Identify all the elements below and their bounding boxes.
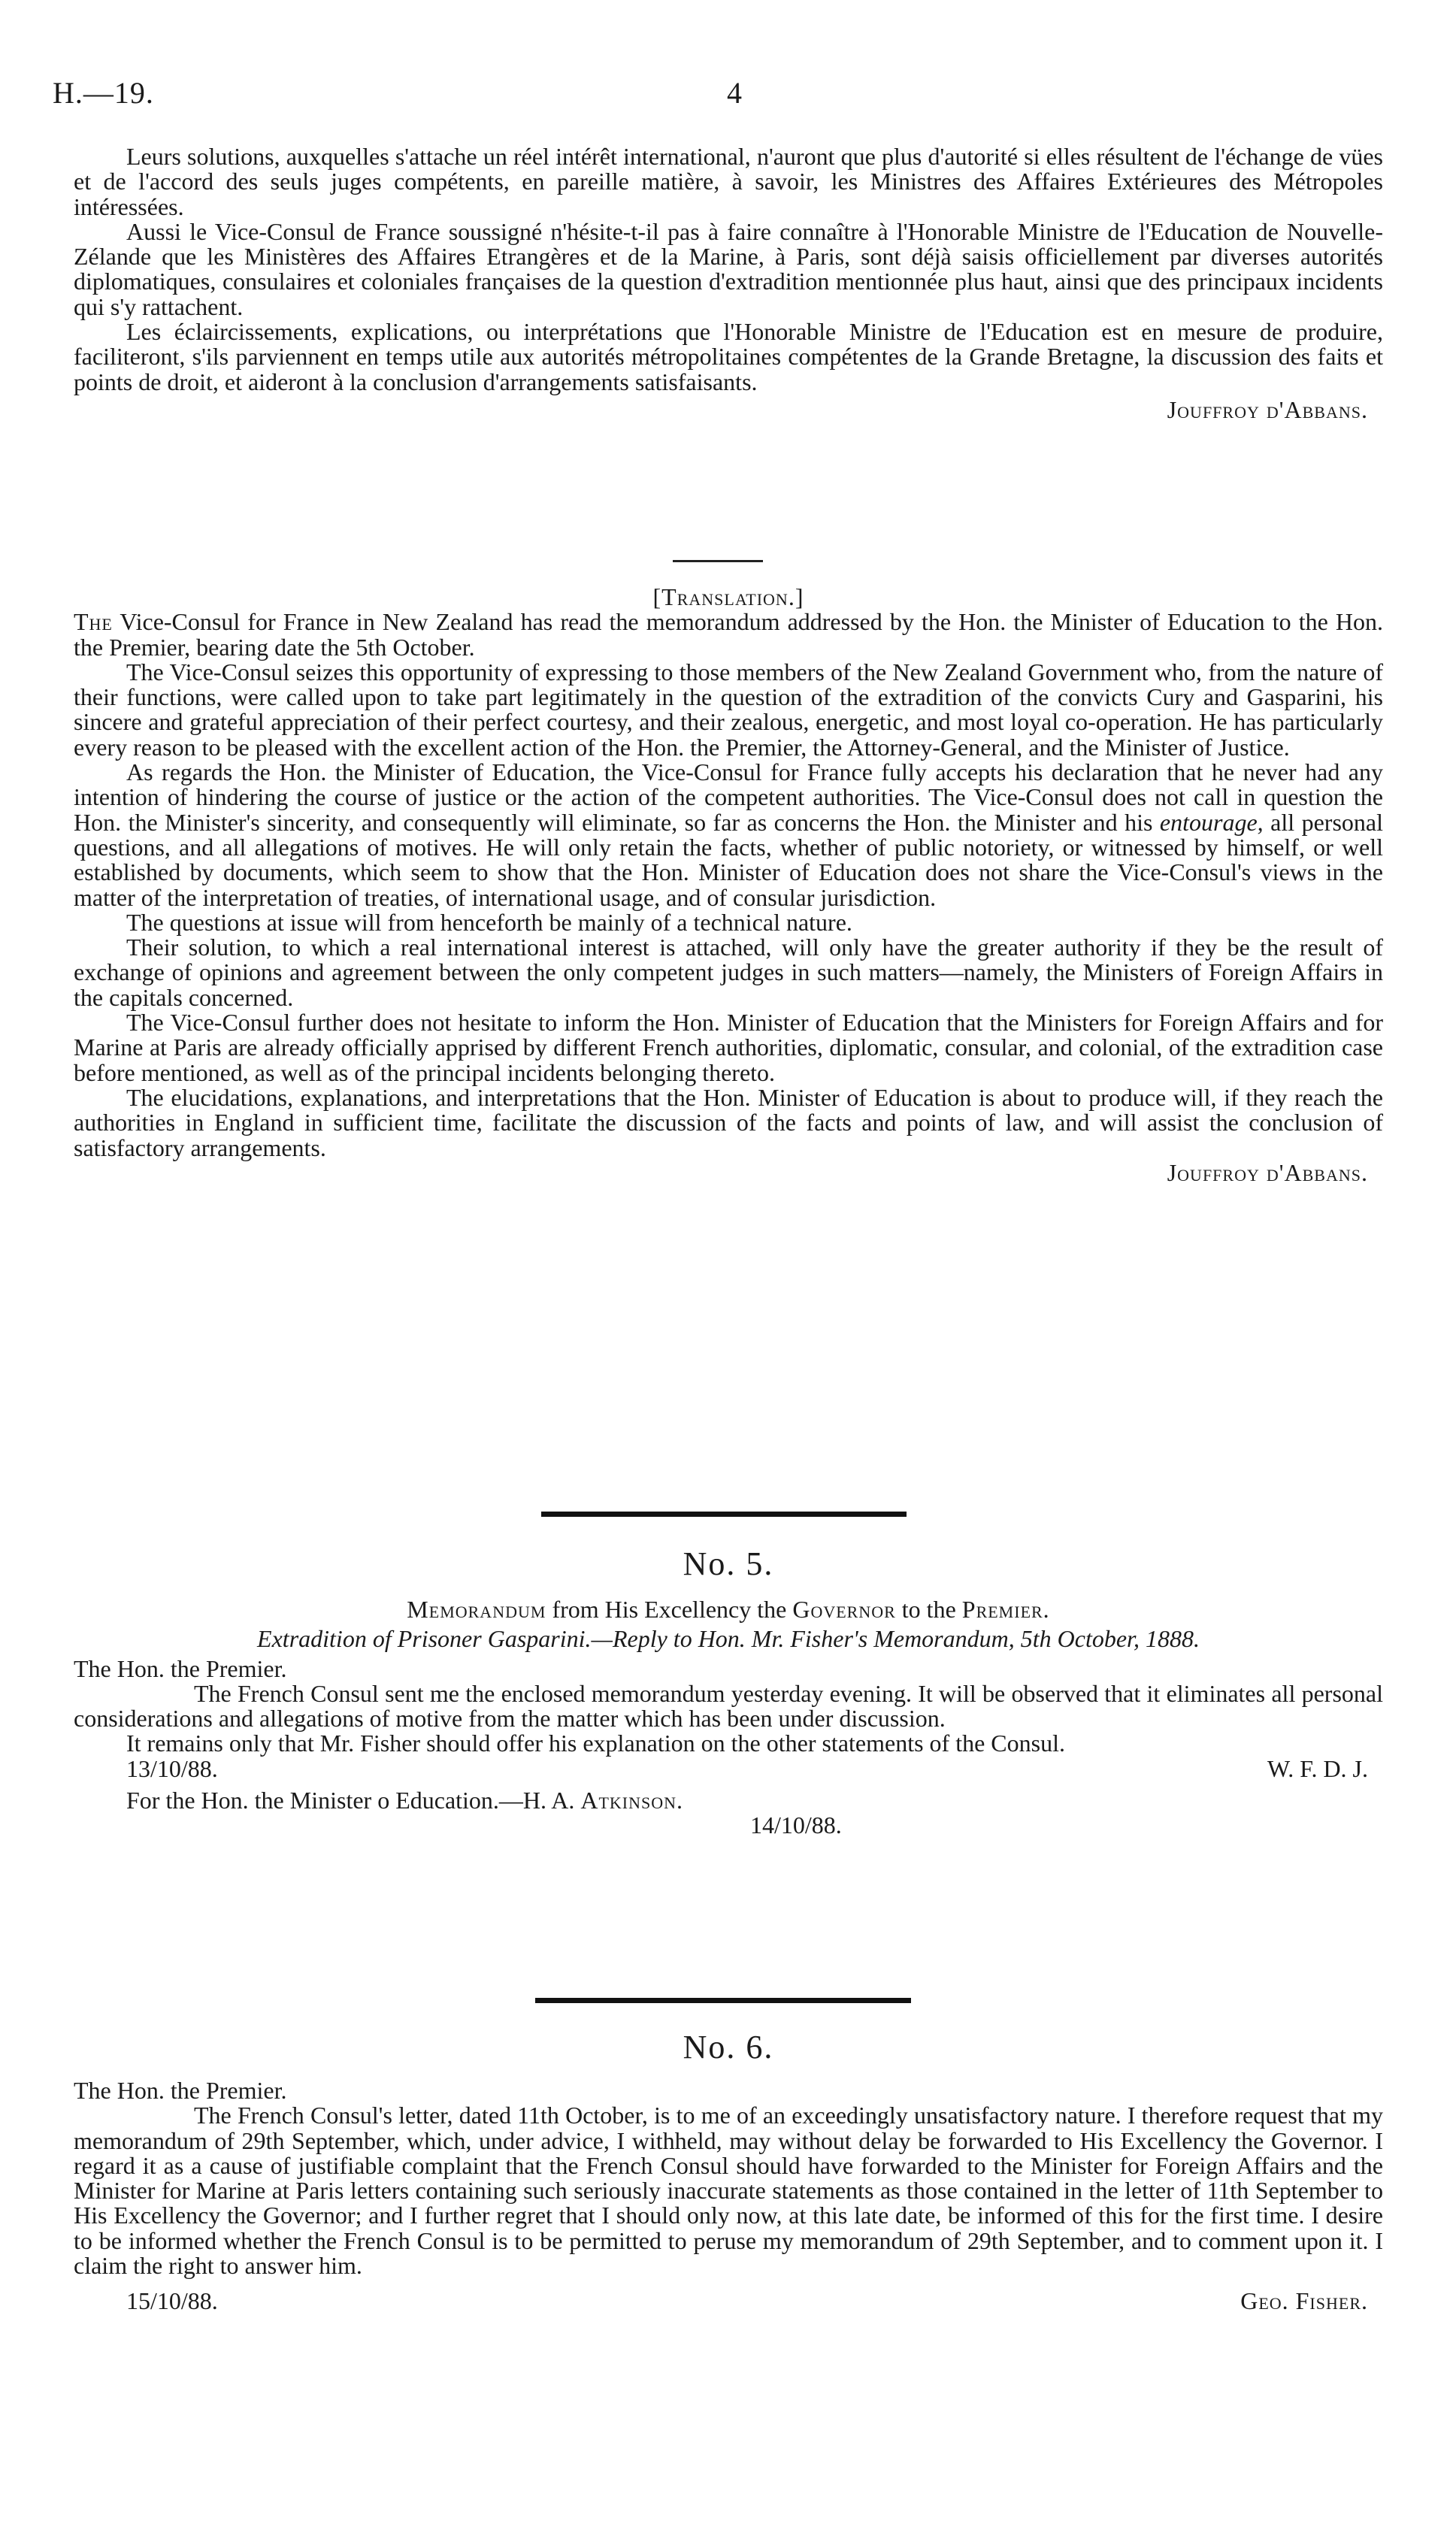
no5-title [74,1597,1383,1622]
no5-minute-name: Atkinson. [580,1786,684,1814]
translation-signature: Jouffroy d'Abbans. [1167,1158,1368,1186]
no5-minute-date: 14/10/88. [750,1811,842,1839]
no6-signature: Geo. Fisher. [1240,2287,1368,2315]
no5-section [74,1597,1383,1838]
french-signature: Jouffroy d'Abbans. [1167,395,1368,423]
translation-section [74,585,1383,1185]
no5-salutation: The Hon. the Premier. [74,1654,287,1682]
no5-date: 13/10/88. [126,1754,218,1782]
french-text-section [74,144,1383,422]
translation-label: [Translation.] [652,583,804,610]
no5-title-from: from His Excellency the [552,1596,787,1623]
no5-subtitle: Extradition of Prisoner Gasparini.—Reply to Hon. Mr. Fisher's Memorandum, 5th October, 1888. [257,1625,1200,1653]
no5-heading: No. 5. [683,1545,774,1582]
no6-date: 15/10/88. [126,2287,218,2315]
no5-initials: W. F. D. J. [1267,1754,1368,1782]
no5-minute-text: For the Hon. the Minister o Education.—H. A. [126,1786,575,1814]
no6-salutation: The Hon. the Premier. [74,2077,287,2104]
no5-paragraph-2: It remains only that Mr. Fisher should offer his explanation on the other statements of the Consul. [126,1730,1065,1757]
thick-divider-2 [535,1998,911,2003]
translation-paragraph-1-text: Vice-Consul for France in New Zealand has read the memorandum addressed by the Hon. the Minister of Education to the Hon. the Premier, bearing date the 5th October. [74,608,1384,661]
translation-paragraph-5: Their solution, to which a real international interest is attached, will only have the greater authority if they be the result of exchange of opinions and agreement between the only competent judges in such matters—namely, the Ministers of Foreign Affairs in the capitals concerned. [74,934,1383,1011]
translation-paragraph-4: The questions at issue will from henceforth be mainly of a technical nature. [126,908,852,936]
translation-lead-word: The [74,608,113,636]
no5-title-governor: Governor [792,1596,896,1623]
translation-paragraph-6: The Vice-Consul further does not hesitate to inform the Hon. Minister of Education that the Ministers for Foreign Affairs and for Marine at Paris are already officially apprised by different French authorities, diplomatic, consular, and colonial, of the extradition case before mentioned, as well as of the principal incidents belonging thereto. [74,1009,1383,1086]
translation-paragraph-3 [74,760,1383,910]
page-number: 4 [727,76,742,110]
no6-heading: No. 6. [683,2029,774,2066]
no5-minute [74,1788,1383,1813]
translation-paragraph-2: The Vice-Consul seizes this opportunity of expressing to those members of the New Zealand Government who, from the nature of their functions, were called upon to take part legitimately in the question of the extradition of the convicts Cury and Gasparini, his sincere and grateful appreciation of their perfect courtesy, and their zealous, energetic, and most loyal co-operation. He has particularly every reason to be pleased with the excellent action of the Hon. the Premier, the Attorney-General, and the Minister of Justice. [74,658,1383,761]
translation-paragraph-1 [74,610,1383,660]
document-reference: H.—19. [53,76,154,110]
translation-paragraph-3a: As regards the Hon. the Minister of Education, the Vice-Consul for France fully accepts his declaration that he never had any intention of hindering the course of justice or the action of the competent authorities. The Vice-Consul does not call in question the Hon. the Minister's sincerity, and consequently will eliminate, so far as concerns the Hon. the Minister and his [74,758,1383,836]
no5-title-memorandum: Memorandum [407,1596,546,1623]
section-divider [673,560,763,562]
no5-paragraph-1: The French Consul sent me the enclosed memorandum yesterday evening. It will be observed that it eliminates all personal considerations and allegations of motive from the matter which has been under discussion. [74,1679,1383,1733]
french-paragraph-2: Aussi le Vice-Consul de France soussigné n'hésite-t-il pas à faire connaître à l'Honorable Ministre de l'Education de Nouvelle-Zélande que les Ministères des Affaires Etrangères et de la Marine, à Paris, sont déjà saisis officiellement par diverses autorités diplomatiques, consulaires et coloniales françaises de la question d'extradition mentionnée plus haut, ainsi que des principaux incidents qui s'y rattachent. [74,217,1383,320]
no5-title-premier: Premier. [961,1596,1050,1623]
translation-entourage: entourage, [1159,808,1264,836]
no6-section [74,2078,1383,2314]
translation-paragraph-3b: all personal questions, and all allegations of motives. He will only retain the facts, whether of public notoriety, or witnessed by himself, or well established by documents, which seem to show that the Hon. Minister of Education does not share the Vice-Consul's views in the matter of the interpretation of treaties, of international usage, and of consular jurisdiction. [74,808,1383,911]
no5-title-to: to the [901,1596,956,1623]
no5-date-row [74,1754,1383,1782]
translation-paragraph-7: The elucidations, explanations, and interpretations that the Hon. Minister of Education is about to produce will, if they reach the authorities in England in sufficient time, facilitate the discussion of the facts and points of law, and will assist the conclusion of satisfactory arrangements. [74,1083,1383,1161]
no6-paragraph-1: The French Consul's letter, dated 11th October, is to me of an exceedingly unsatisfactory nature. I therefore request that my memorandum of 29th September, which, under advice, I withheld, may without delay be forwarded to His Excellency the Governor. I regard it as a cause of justifiable complaint that the French Consul should have forwarded to the Minister for Foreign Affairs and the Minister for Marine at Paris letters containing such seriously inaccurate statements as those contained in the letter of 11th September to His Excellency the Governor; and I further regret that I should only now, at this late date, be informed of this for the first time. I desire to be informed whether the French Consul is to be permitted to peruse my memorandum of 29th September, and to comment upon it. I claim the right to answer him. [74,2102,1383,2280]
page-header [53,75,1383,120]
no6-date-row [74,2289,1383,2314]
thick-divider [541,1512,907,1517]
french-paragraph-1: Leurs solutions, auxquelles s'attache un réel intérêt international, n'auront que plus d'autorité si elles résultent de l'échange de vües et de l'accord des seuls juges compétents, en pareille matière, à savoir, les Ministres des Affaires Extérieures des Métropoles intéressées. [74,143,1383,220]
french-paragraph-3: Les éclaircissements, explications, ou interprétations que l'Honorable Ministre de l'Education est en mesure de produire, faciliteront, s'ils parviennent en temps utile aux autorités métropolitaines compétentes de la Grande Bretagne, la discussion des faits et points de droit, et aideront à la conclusion d'arrangements satisfaisants. [74,318,1383,395]
